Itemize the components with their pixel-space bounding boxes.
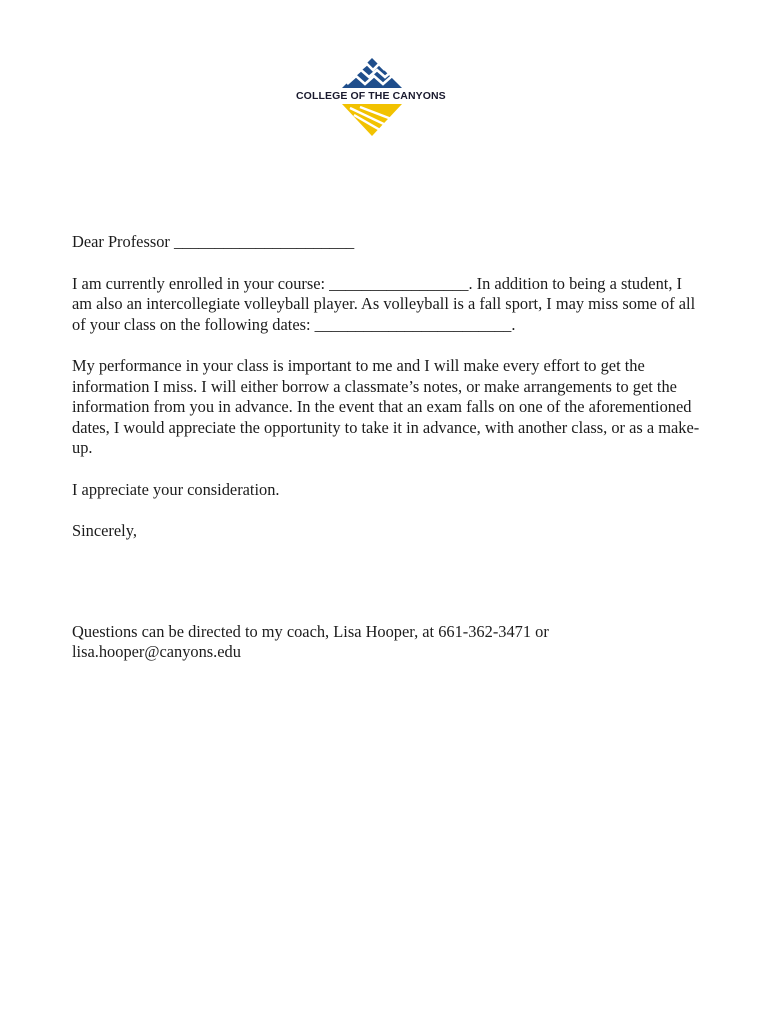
- letter-body: [72, 232, 702, 684]
- closing: Sincerely,: [72, 521, 137, 540]
- paragraph-enrollment: I am currently enrolled in your course: _________________. In addition to being a student, I am also an intercollegiate volleyball player. As volleyball is a fall sport, I may miss some of all of your class on the following dates: ________________________.: [72, 273, 696, 334]
- appreciation-line: I appreciate your consideration.: [72, 479, 280, 499]
- logo-text: COLLEGE OF THE CANYONS: [296, 90, 446, 102]
- coach-contact-note: Questions can be directed to my coach, Lisa Hooper, at 661-362-3471 or lisa.hooper@canyons.edu: [72, 621, 549, 661]
- college-logo: [290, 56, 460, 140]
- paragraph-performance: My performance in your class is important to me and I will make every effort to get the information I miss. I will either borrow a classmate’s notes, or make arrangements to get the information from you in advance. In the event that an exam falls on one of the aforementioned dates, I would appreciate the opportunity to take it in advance, with another class, or as a make-up.: [72, 356, 700, 457]
- salutation: Dear Professor ______________________: [72, 232, 355, 251]
